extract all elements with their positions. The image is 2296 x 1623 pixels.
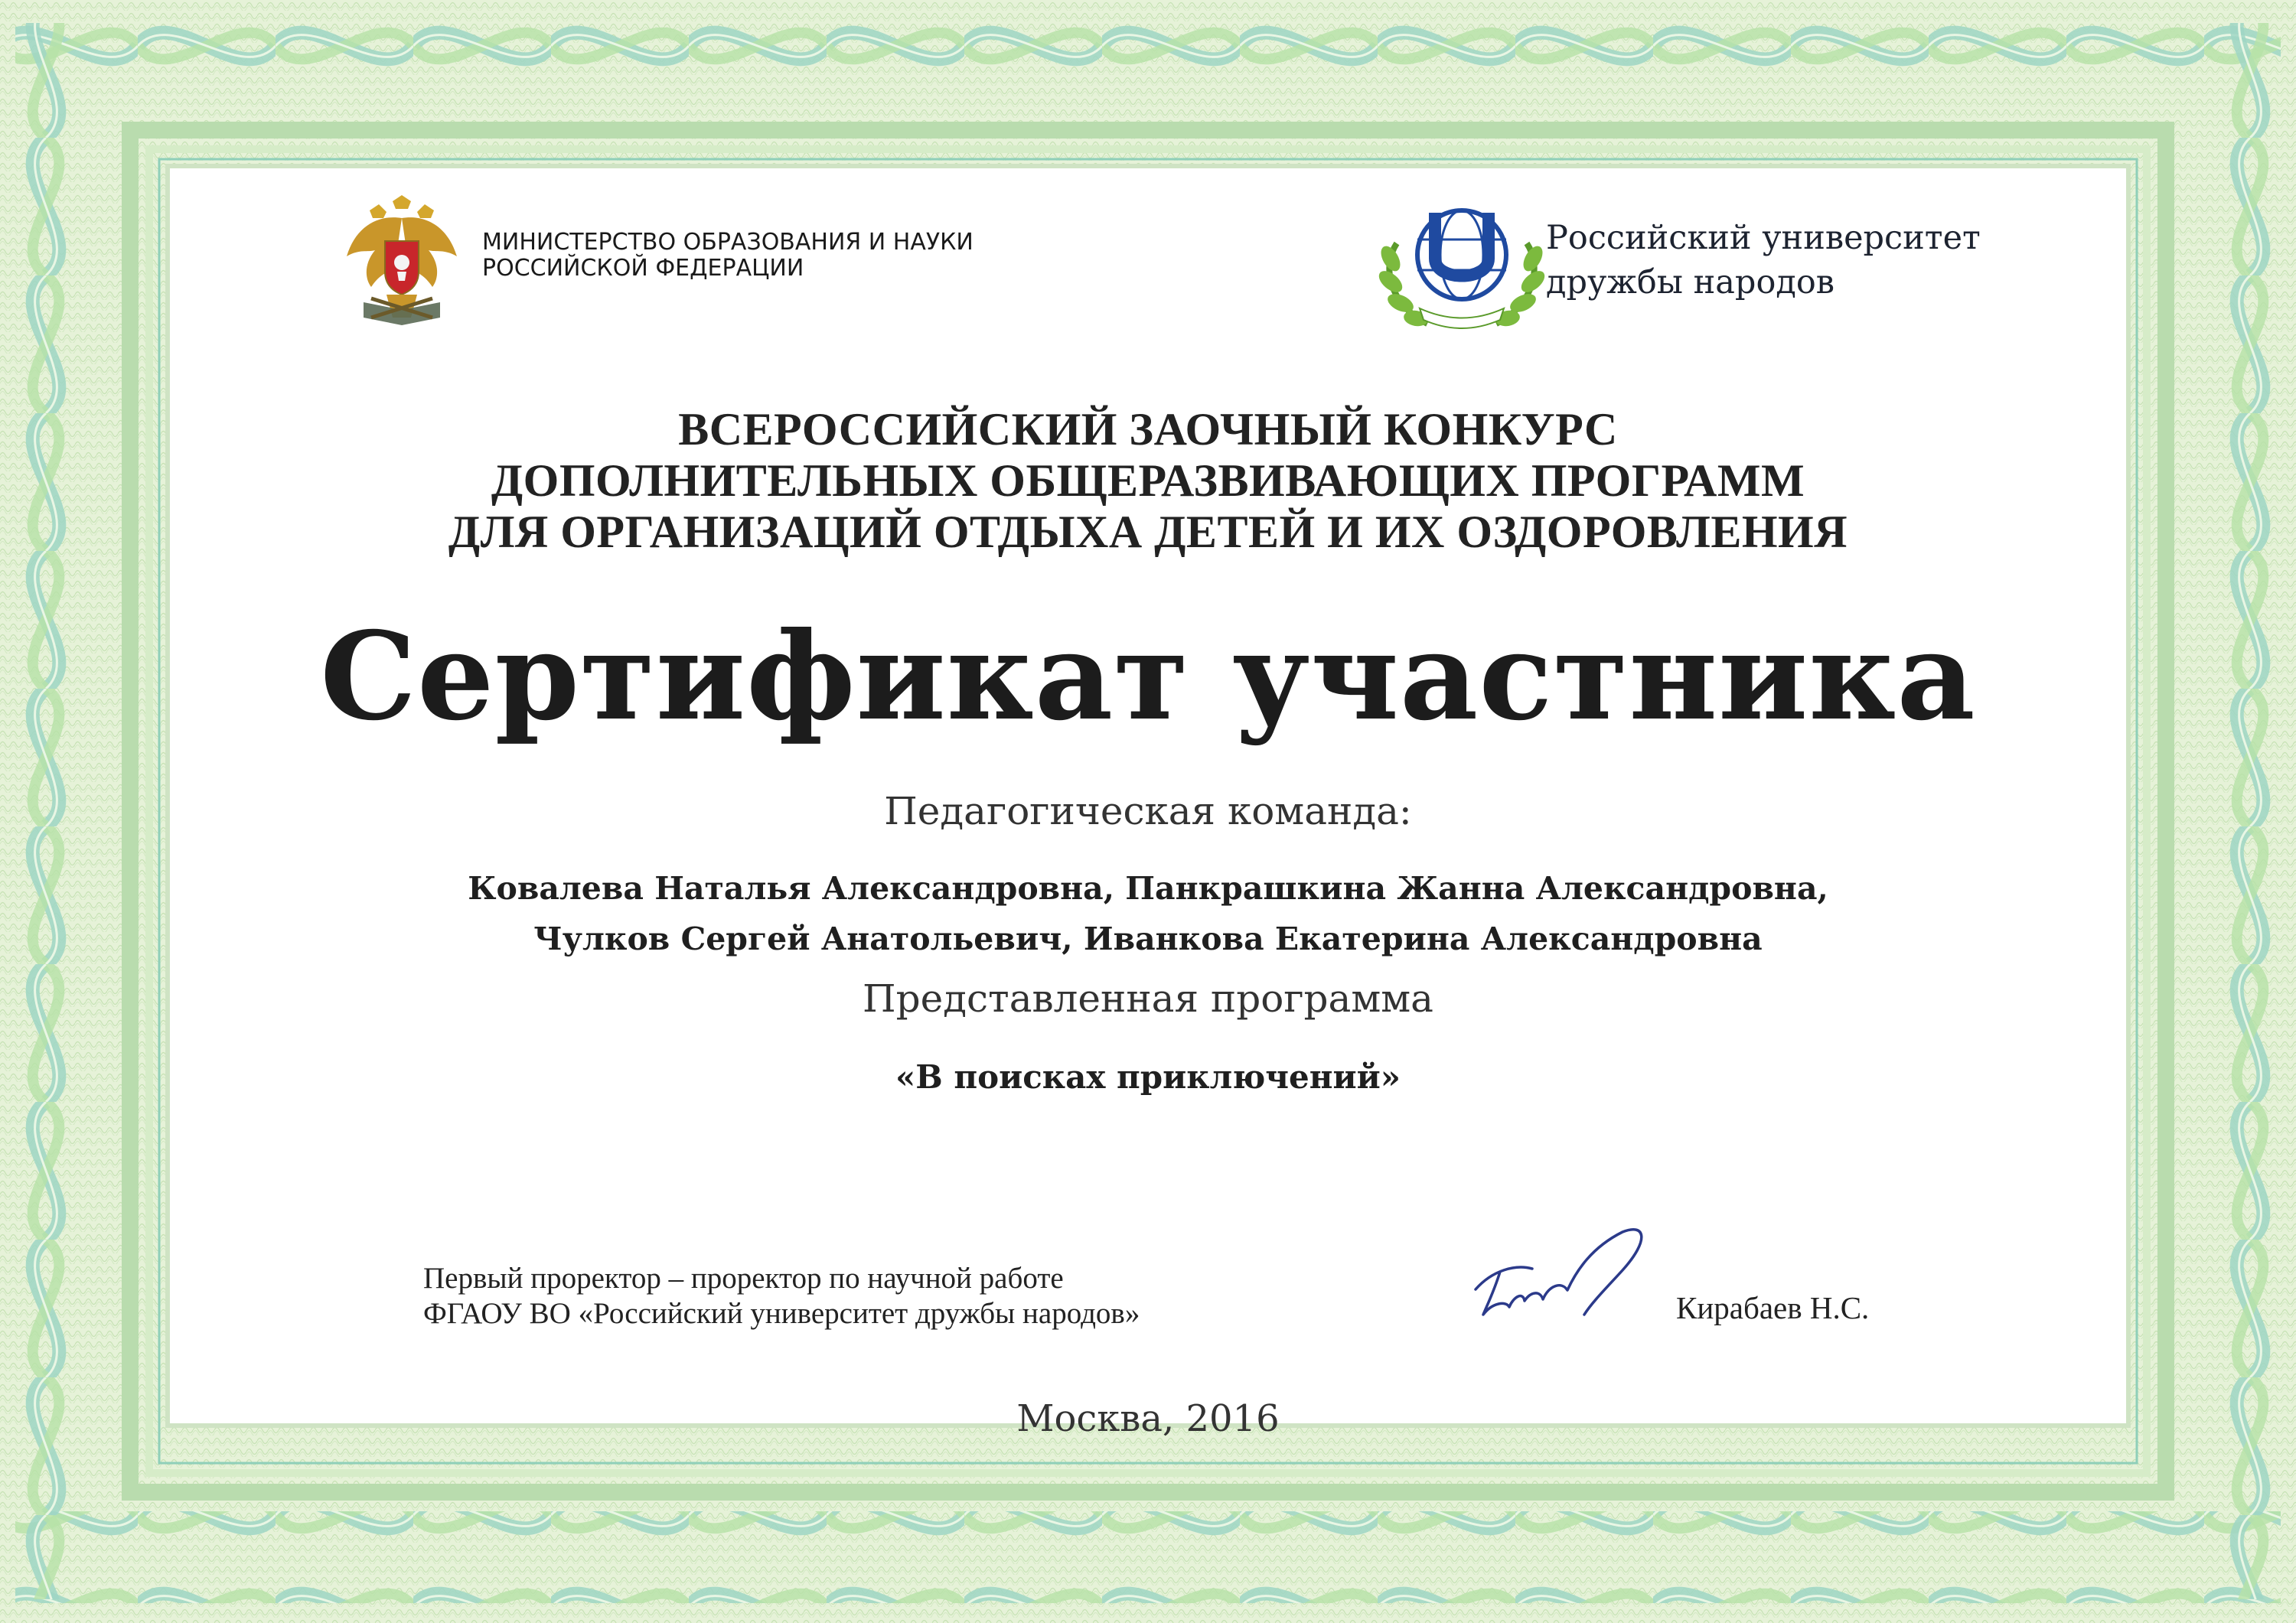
place-and-date: Москва, 2016 — [1016, 1397, 1280, 1440]
signer-name: Кирабаев Н.С. — [1676, 1290, 1870, 1325]
team-names — [230, 863, 2066, 964]
program-name: «В поисках приключений» — [895, 1058, 1401, 1096]
signer-role — [423, 1261, 1265, 1331]
team-names-line-1: Ковалева Наталья Александровна, Панкрашкина Жанна Александровна, — [468, 870, 1828, 907]
university-line-1: Российский университет — [1546, 219, 1981, 257]
contest-heading — [230, 404, 2066, 558]
ministry-line-2: РОССИЙСКОЙ ФЕДЕРАЦИИ — [482, 255, 804, 282]
team-names-line-2: Чулков Сергей Анатольевич, Иванкова Екатерина Александровна — [533, 921, 1763, 957]
signer-role-line-1: Первый проректор – проректор по научной работе — [423, 1262, 1064, 1295]
signer-role-line-2: ФГАОУ ВО «Российский университет дружбы народов» — [423, 1297, 1140, 1330]
russian-coat-of-arms-icon — [341, 195, 463, 329]
certificate-title: Сертификат участника — [320, 606, 1976, 748]
rudn-globe-logo-icon — [1374, 197, 1550, 335]
ministry-name — [482, 230, 1018, 282]
handwritten-signature — [1469, 1217, 1684, 1331]
contest-line-1: ВСЕРОССИЙСКИЙ ЗАОЧНЫЙ КОНКУРС — [678, 404, 1618, 455]
university-line-2: дружбы народов — [1546, 263, 1835, 301]
ministry-line-1: МИНИСТЕРСТВО ОБРАЗОВАНИЯ И НАУКИ — [482, 229, 974, 256]
university-name — [1546, 216, 2020, 305]
contest-line-3: ДЛЯ ОРГАНИЗАЦИЙ ОТДЫХА ДЕТЕЙ И ИХ ОЗДОРОВЛЕНИЯ — [448, 507, 1848, 557]
team-label: Педагогическая команда: — [884, 789, 1412, 833]
contest-line-2: ДОПОЛНИТЕЛЬНЫХ ОБЩЕРАЗВИВАЮЩИХ ПРОГРАММ — [491, 455, 1805, 506]
program-label: Представленная программа — [863, 976, 1433, 1021]
